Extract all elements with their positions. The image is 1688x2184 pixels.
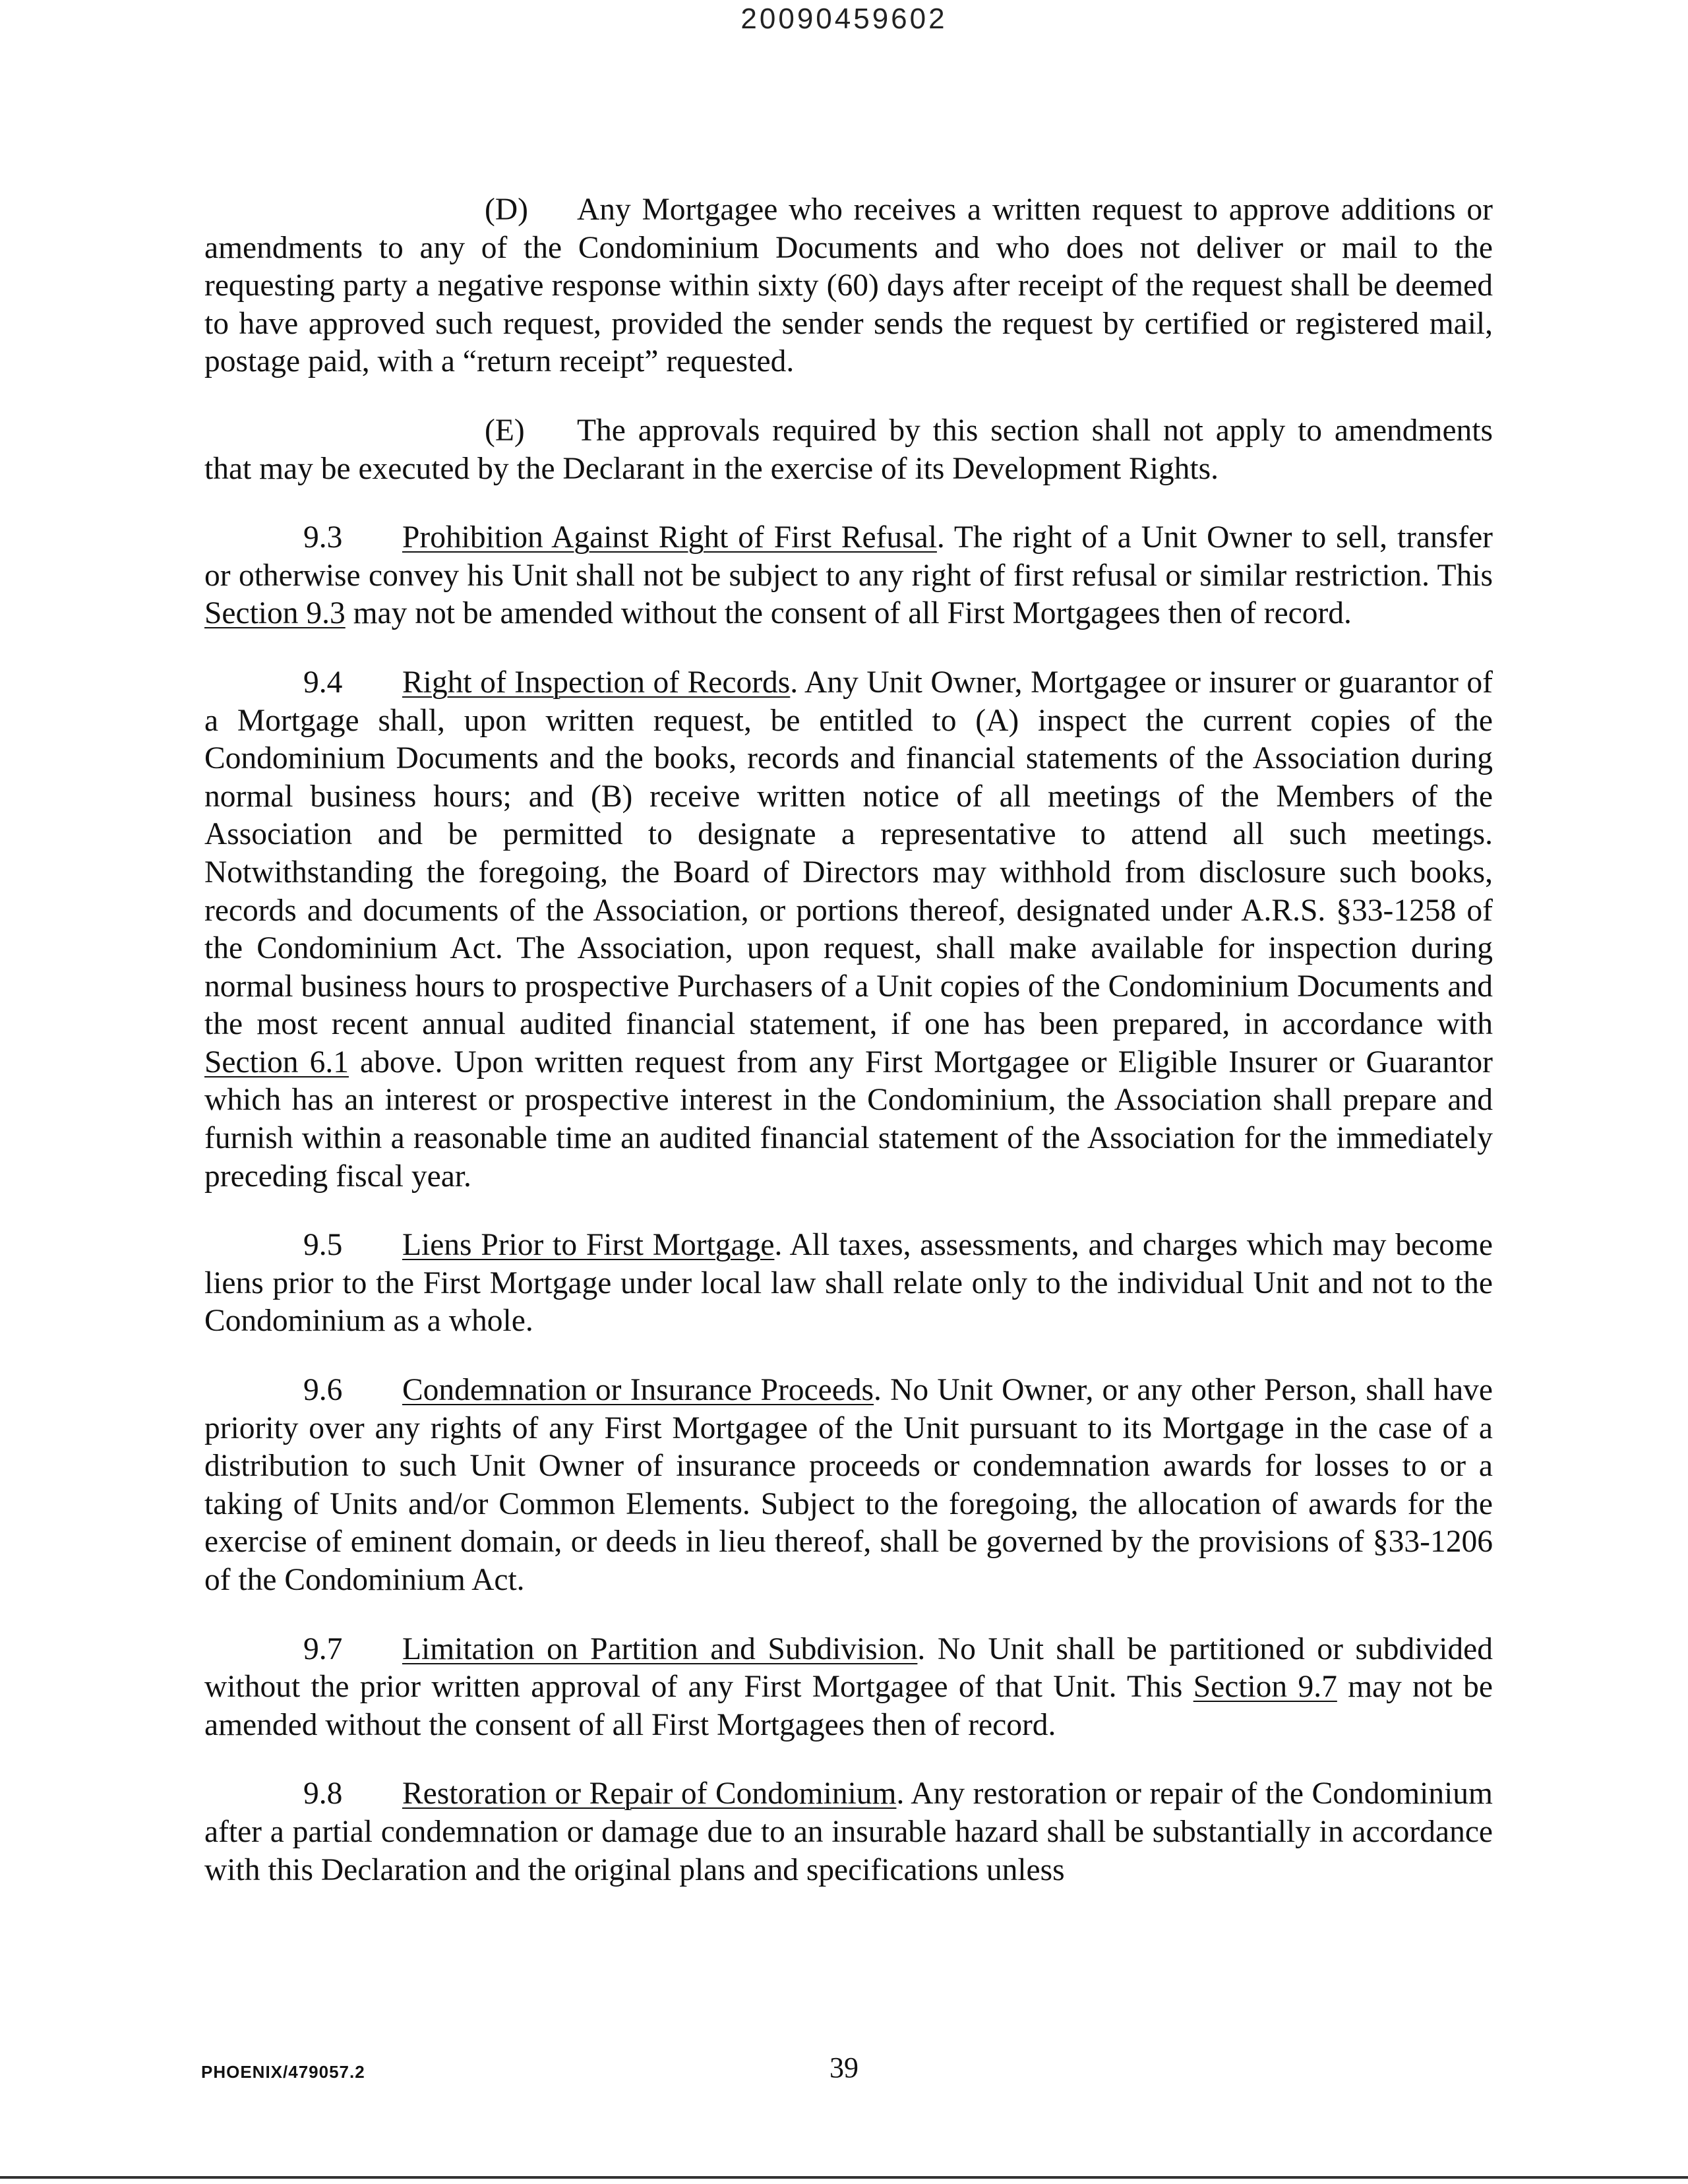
section-text: may not be amended without the consent of all First Mortgagees then of record. [204, 1670, 1493, 1742]
page-number: 39 [829, 2051, 859, 2084]
section-text: . All taxes, assessments, and charges which may become liens prior to the First Mortgage under local law shall relate only to the individual Unit and not to the Condominium as a whole. [204, 1228, 1493, 1339]
section-title: Condemnation or Insurance Proceeds [402, 1373, 874, 1408]
section-title: Limitation on Partition and Subdivision [402, 1631, 918, 1666]
section-number: 9.4 [303, 665, 343, 700]
section-9-5 [204, 1227, 1493, 1341]
paragraph-number: (E) [485, 413, 525, 448]
section-title: Restoration or Repair of Condominium [402, 1776, 897, 1811]
section-number: 9.7 [303, 1631, 343, 1666]
section-9-4 [204, 664, 1493, 1196]
footer-document-id: PHOENIX/479057.2 [201, 2062, 365, 2082]
paragraph-number: (D) [485, 193, 528, 227]
section-text: . Any restoration or repair of the Condominium after a partial condemnation or damage due to an insurable hazard shall be substantially in accordance with this Declaration and the original plans and specifications unless [204, 1776, 1493, 1887]
section-text: . No Unit shall be partitioned or subdivided without the prior written approval of any First Mortgagee of that Unit. This [204, 1631, 1493, 1705]
section-9-6 [204, 1372, 1493, 1600]
section-text: . Any Unit Owner, Mortgagee or insurer or guarantor of a Mortgage shall, upon written request, be entitled to (A) inspect the current copies of the Condominium Documents and the books, records and financial statements of the Association during normal business hours; and (B) receive written notice of all meetings of the Members of the Association and be permitted to designate a representative to attend all such meetings. Notwithstanding the foregoing, the Board of Directors may withhold from disclosure such books, records and documents of the Association, or portions thereof, designated under A.R.S. §33-1258 of the Condominium Act. The Association, upon request, shall make available for inspection during normal business hours to prospective Purchasers of a Unit copies of the Condominium Documents and the most recent annual audited financial statement, if one has been prepared, in accordance with [204, 665, 1493, 1042]
section-title: Right of Inspection of Records [402, 665, 791, 700]
section-text: above. Upon written request from any First Mortgagee or Eligible Insurer or Guarantor which has an interest or prospective interest in the Condominium, the Association shall prepare and furnish within a reasonable time an audited financial statement of the Association for the immediately preceding fiscal year. [204, 1045, 1493, 1194]
document-body [204, 191, 1493, 1920]
section-number: 9.8 [303, 1776, 343, 1811]
section-reference: Section 9.7 [1193, 1670, 1337, 1705]
section-title: Prohibition Against Right of First Refusal [402, 520, 937, 555]
paragraph-text: Any Mortgagee who receives a written request to approve additions or amendments to any of the Condominium Documents and who does not deliver or mail to the requesting party a negative response within sixty (60) days after receipt of the request shall be deemed to have approved such request, provided the sender sends the request by certified or registered mail, postage paid, with a “return receipt” requested. [204, 193, 1493, 379]
bottom-rule [0, 2176, 1688, 2179]
section-text: . The right of a Unit Owner to sell, transfer or otherwise convey his Unit shall not be subject to any right of first refusal or similar restriction. This [204, 520, 1493, 593]
section-9-7 [204, 1631, 1493, 1745]
paragraph-d [204, 191, 1493, 381]
section-text: may not be amended without the consent of all First Mortgagees then of record. [345, 596, 1352, 631]
section-number: 9.3 [303, 520, 343, 555]
paragraph-text: The approvals required by this section shall not apply to amendments that may be executed by the Declarant in the exercise of its Development Rights. [204, 413, 1493, 486]
section-title: Liens Prior to First Mortgage [402, 1228, 775, 1263]
section-text: . No Unit Owner, or any other Person, shall have priority over any rights of any First Mortgagee of the Unit pursuant to its Mortgage in the case of a distribution to such Unit Owner of insurance proceeds or condemnation awards for losses to or a taking of Units and/or Common Elements. Subject to the foregoing, the allocation of awards for the exercise of eminent domain, or deeds in lieu thereof, shall be governed by the provisions of §33-1206 of the Condominium Act. [204, 1373, 1493, 1597]
document-number: 20090459602 [740, 3, 948, 35]
paragraph-e [204, 412, 1493, 488]
section-reference: Section 9.3 [204, 596, 346, 631]
section-9-8 [204, 1775, 1493, 1889]
section-reference: Section 6.1 [204, 1045, 349, 1079]
section-9-3 [204, 519, 1493, 633]
section-number: 9.6 [303, 1373, 343, 1408]
section-number: 9.5 [303, 1228, 343, 1263]
